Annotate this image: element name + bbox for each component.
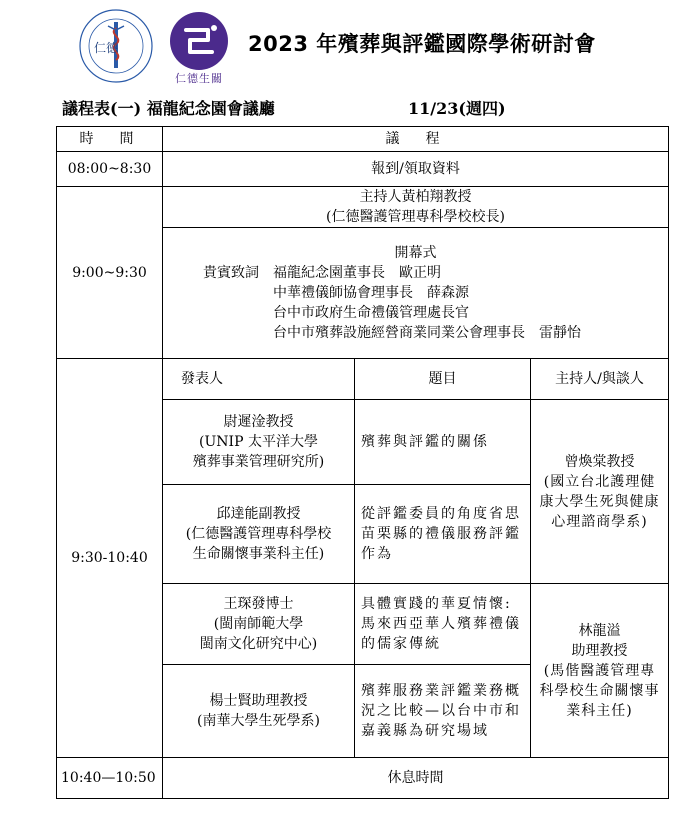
table-row (57, 758, 669, 799)
conference-title: 2023 年殯葬與評鑑國際學術研討會 (248, 32, 596, 56)
topic-cell: 從評鑑委員的角度省思苗栗縣的禮儀服務評鑑作為 (355, 485, 531, 584)
college-seal-logo (78, 8, 154, 84)
speaker-name: 楊士賢助理教授 (209, 693, 308, 709)
speaker-cell (163, 665, 355, 758)
table-header-row (57, 127, 669, 152)
col-speaker: 發表人 (163, 359, 355, 400)
speaker-cell (163, 584, 355, 665)
agenda-table (56, 126, 669, 799)
time-cell: 9:00~9:30 (57, 187, 163, 359)
agenda-cell: 報到/領取資料 (163, 152, 669, 187)
document-header (0, 0, 692, 90)
guest-line: 中華禮儀師協會理事長 薛森源 (203, 285, 469, 301)
col-topic: 題目 (355, 359, 531, 400)
moderator-name: 林龍溢 (578, 622, 621, 639)
guest-line: 貴賓致詞 福龍紀念園董事長 歐正明 (203, 265, 441, 281)
topic-cell: 殯葬與評鑑的關係 (355, 400, 531, 485)
opening-title: 開幕式 (394, 245, 437, 261)
agenda-cell: 休息時間 (163, 758, 669, 799)
speaker-cell (163, 400, 355, 485)
speaker-affiliation: (南華大學生死學系) (197, 713, 320, 729)
speaker-affiliation: 生命關懷事業科主任) (192, 546, 325, 562)
opening-ceremony-cell (163, 228, 669, 359)
logo-caption: 仁德生關 (175, 72, 223, 85)
host-affiliation: (仁德醫護管理專科學校校長) (326, 209, 505, 225)
speaker-affiliation: 殯葬事業管理研究所) (192, 454, 325, 470)
speaker-affiliation: (仁德醫護管理專科學校 (185, 526, 332, 542)
topic-cell: 殯葬服務業評鑑業務概況之比較—以台中市和嘉義縣為研究場域 (355, 665, 531, 758)
moderator-name: 曾煥棠教授 (564, 453, 635, 470)
session-header-row (57, 359, 669, 400)
life-care-logo (168, 10, 230, 72)
speaker-affiliation: (UNIP 太平洋大學 (199, 434, 318, 450)
header-time: 時 間 (57, 127, 163, 152)
table-row (57, 187, 669, 228)
table-row (57, 152, 669, 187)
moderator-affiliation: (馬偕醫護管理專科學校生命關懷事業科主任) (539, 662, 660, 719)
agenda-date: 11/23(週四) (408, 99, 506, 118)
speaker-affiliation: 閩南文化研究中心) (199, 636, 318, 652)
speaker-affiliation: (閩南師範大學 (213, 616, 304, 632)
col-host: 主持人/與談人 (531, 359, 669, 400)
moderator-cell (531, 400, 669, 584)
header-agenda: 議 程 (163, 127, 669, 152)
seal-text: 仁德 (94, 41, 119, 55)
topic-cell: 具體實踐的華夏情懷:馬來西亞華人殯葬禮儀的儒家傳統 (355, 584, 531, 665)
host-cell (163, 187, 669, 228)
time-cell: 9:30-10:40 (57, 359, 163, 758)
speaker-name: 王琛發博士 (223, 596, 294, 612)
speaker-cell (163, 485, 355, 584)
time-cell: 08:00~8:30 (57, 152, 163, 187)
speaker-name: 尉遲淦教授 (223, 414, 294, 430)
speaker-name: 邱達能副教授 (216, 506, 301, 522)
host-name: 主持人黃柏翔教授 (359, 189, 472, 205)
moderator-affiliation: (國立台北護理健康大學生死與健康心理諮商學系) (539, 473, 660, 530)
guest-line: 台中市殯葬設施經營商業同業公會理事長 雷靜怡 (203, 325, 581, 341)
time-cell: 10:40—10:50 (57, 758, 163, 799)
moderator-cell (531, 584, 669, 758)
guest-line: 台中市政府生命禮儀管理處長官 (203, 305, 469, 321)
agenda-subtitle: 議程表(一) 福龍紀念園會議廳 (62, 99, 275, 118)
moderator-title: 助理教授 (571, 642, 628, 659)
